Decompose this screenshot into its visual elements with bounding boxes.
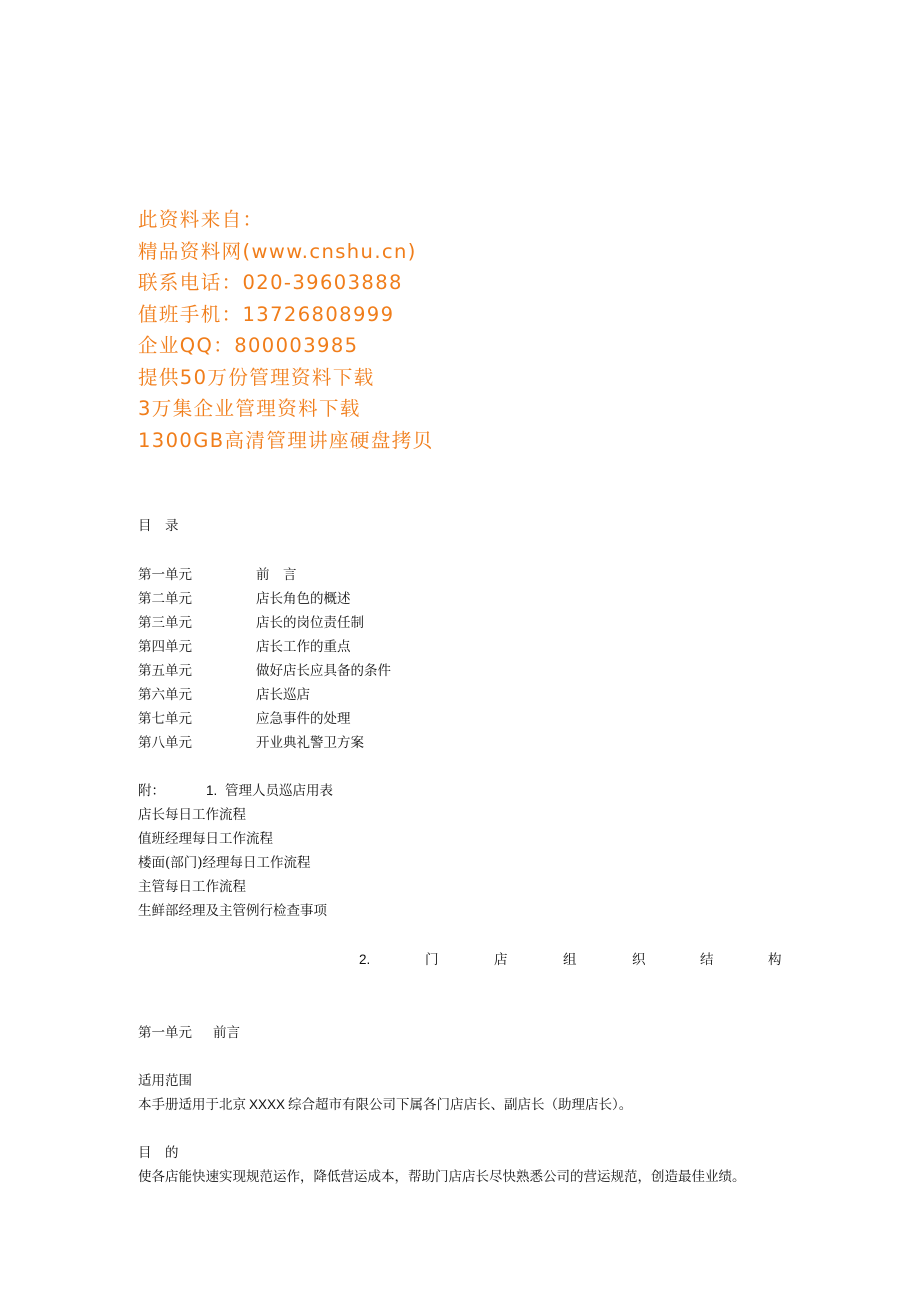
advert-line-offer-3: 1300GB高清管理讲座硬盘拷贝 <box>138 428 434 452</box>
toc-item-number: 第七单元 <box>138 711 192 727</box>
toc-item-title: 前 言 <box>256 567 297 583</box>
toc-item-title: 应急事件的处理 <box>256 711 351 727</box>
toc-item-number: 第六单元 <box>138 687 192 703</box>
appendix-item: 值班经理每日工作流程 <box>138 831 273 847</box>
toc-item-title: 店长工作的重点 <box>256 639 351 655</box>
toc-item-title: 做好店长应具备的条件 <box>256 663 391 679</box>
advert-line-website: 精品资料网(www.cnshu.cn) <box>138 239 417 263</box>
appendix-first-text: 管理人员巡店用表 <box>225 783 333 799</box>
toc-item-title: 开业典礼警卫方案 <box>256 735 364 751</box>
appendix-second-number: 2. <box>359 952 371 967</box>
scope-paragraph <box>138 1096 632 1114</box>
appendix-item: 店长每日工作流程 <box>138 807 246 823</box>
advert-line-source: 此资料来自： <box>138 208 264 231</box>
appendix-label: 附： <box>138 783 165 799</box>
section-unit-label: 第一单元 <box>138 1025 192 1041</box>
toc-item-number: 第八单元 <box>138 735 192 751</box>
appendix-item: 楼面(部门)经理每日工作流程 <box>138 855 311 871</box>
toc-item-number: 第四单元 <box>138 639 192 655</box>
appendix-second-char: 构 <box>768 952 782 968</box>
advert-line-offer-1: 提供50万份管理资料下载 <box>138 365 375 389</box>
appendix-second-char: 门 <box>425 952 439 968</box>
advert-line-phone: 联系电话：020-39603888 <box>138 271 403 294</box>
purpose-heading: 目 的 <box>138 1145 179 1161</box>
purpose-paragraph: 使各店能快速实现规范运作，降低营运成本，帮助门店店长尽快熟悉公司的营运规范，创造最佳业绩。 <box>138 1169 746 1185</box>
section-title: 前言 <box>213 1025 240 1041</box>
scope-text-start: 本手册适用于北京 <box>138 1097 246 1113</box>
toc-heading: 目 录 <box>138 518 179 534</box>
appendix-first-number: 1. <box>206 783 218 798</box>
source-advert-block <box>138 204 434 456</box>
advert-line-offer-2: 3万集企业管理资料下载 <box>138 397 361 420</box>
appendix-second-char: 组 <box>563 952 577 968</box>
scope-text-end: 综合超市有限公司下属各门店店长、副店长（助理店长）。 <box>288 1097 633 1113</box>
appendix-item: 生鲜部经理及主管例行检查事项 <box>138 903 327 919</box>
appendix-item: 主管每日工作流程 <box>138 879 246 895</box>
appendix-second-char: 织 <box>632 952 646 968</box>
scope-company-code: XXXX <box>249 1097 286 1112</box>
appendix-second-char: 店 <box>494 952 508 968</box>
advert-line-mobile: 值班手机：13726808999 <box>138 302 395 326</box>
appendix-second-char: 结 <box>700 952 714 968</box>
scope-heading: 适用范围 <box>138 1073 192 1089</box>
toc-item-number: 第二单元 <box>138 591 192 607</box>
toc-item-title: 店长的岗位责任制 <box>256 615 364 631</box>
toc-item-title: 店长角色的概述 <box>256 591 351 607</box>
toc-item-title: 店长巡店 <box>256 687 310 703</box>
toc-item-number: 第一单元 <box>138 567 192 583</box>
advert-line-qq: 企业QQ：800003985 <box>138 334 359 357</box>
toc-item-number: 第三单元 <box>138 615 192 631</box>
toc-item-number: 第五单元 <box>138 663 192 679</box>
